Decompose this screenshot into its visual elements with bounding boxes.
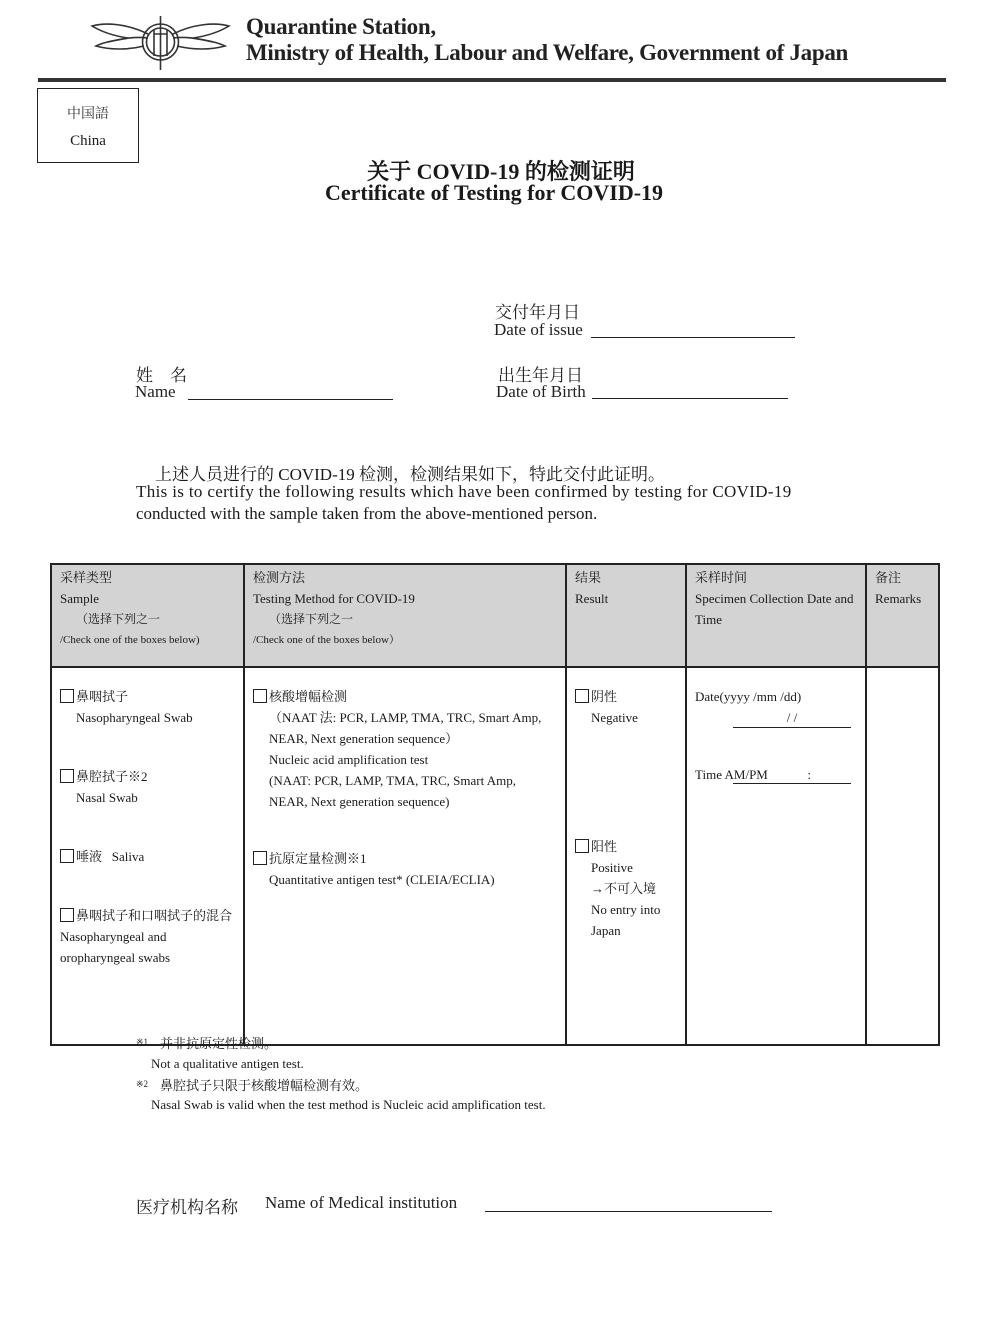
date-of-birth-field[interactable] [592,398,788,399]
method-option-naat[interactable]: 核酸增幅检测 （NAAT 法: PCR, LAMP, TMA, TRC, Smart Amp, NEAR, Next generation sequence） Nucleic acid amplification test (NAAT: PCR, LAMP, TMA, TRC, Smart Amp, NEAR, Next generation sequence) [253,686,557,812]
institution-field[interactable] [485,1211,772,1212]
sample-options-cell [51,667,244,1045]
language-en: China [70,133,106,149]
collection-date-label: Date(yyyy /mm /dd) [695,689,802,704]
statement-en-line2: conducted with the sample taken from the above-mentioned person. [136,504,598,523]
name-field[interactable] [188,399,393,400]
test-results-table [50,563,940,1046]
sample-option-mixed-swabs[interactable]: 鼻咽拭子和口咽拭子的混合 Nasopharyngeal and oropharyngeal swabs [60,908,233,965]
checkbox[interactable] [253,689,267,703]
result-option-positive[interactable]: 阳性 Positive →不可入境 No entry into Japan [575,836,677,941]
header-line-2: Ministry of Health, Labour and Welfare, Government of Japan [246,40,849,65]
sample-option-nasal[interactable]: 鼻腔拭子※2 Nasal Swab [60,766,235,808]
header-method: 检测方法 Testing Method for COVID-19 （选择下列之一 /Check one of the boxes below） [244,564,566,667]
collection-time-label: Time AM/PM [695,767,768,782]
header-sample: 采样类型 Sample （选择下列之一 /Check one of the boxes below) [51,564,244,667]
date-of-issue-field[interactable] [591,337,795,338]
footnote-1-en: Not a qualitative antigen test. [151,1056,304,1071]
statement-en-line1: This is to certify the following results which have been confirmed by testing for COVID-19 [136,482,792,501]
institution-label-zh: 医疗机构名称 [136,1198,238,1217]
header-collection: 采样时间 Specimen Collection Date and Time [686,564,866,667]
remark-cell[interactable] [866,667,939,1045]
header-remark: 备注 Remarks [866,564,939,667]
result-options-cell [566,667,686,1045]
checkbox[interactable] [60,908,74,922]
collection-time-field[interactable]: : [733,764,851,784]
date-of-birth-label-zh: 出生年月日 [498,366,583,385]
language-box [37,88,139,163]
collection-date-field[interactable]: / / [733,707,851,728]
footnote-1-zh: $^{※1}$ 并非抗原定性检测。 [136,1036,278,1051]
header-result: 结果 Result [566,564,686,667]
institution-label-en: Name of Medical institution [265,1193,458,1212]
checkbox[interactable] [253,851,267,865]
name-label-en: Name [135,382,176,401]
table-header-row [51,564,939,667]
checkbox[interactable] [60,849,74,863]
sample-option-nasopharyngeal[interactable]: 鼻咽拭子 Nasopharyngeal Swab [60,686,235,728]
footnote-2-en: Nasal Swab is valid when the test method is Nucleic acid amplification test. [151,1097,546,1112]
checkbox[interactable] [575,839,589,853]
title-en: Certificate of Testing for COVID-19 [324,180,664,205]
date-of-issue-label-en: Date of issue [494,320,583,339]
name-label-zh: 姓 名 [136,366,187,385]
collection-cell [686,667,866,1045]
date-of-birth-label-en: Date of Birth [496,382,586,401]
header-rule [38,78,946,82]
date-of-issue-label-zh: 交付年月日 [495,303,580,322]
quarantine-emblem-logo [88,12,233,74]
checkbox[interactable] [60,769,74,783]
sample-option-saliva[interactable]: 唾液 Saliva [60,846,235,867]
language-zh: 中国語 [67,107,109,122]
statement-zh: 上述人员进行的 COVID-19 检测，检测结果如下，特此交付此证明。 [155,465,665,484]
footnote-2-zh: $^{※2}$ 鼻腔拭子只限于核酸增幅检测有效。 [136,1078,369,1093]
table-body-row [51,667,939,1045]
result-option-negative[interactable]: 阴性 Negative [575,686,677,728]
checkbox[interactable] [575,689,589,703]
method-option-antigen[interactable]: 抗原定量检测※1 Quantitative antigen test* (CLEIA/ECLIA) [253,848,557,890]
method-options-cell [244,667,566,1045]
header-line-1: Quarantine Station, [246,14,436,39]
collection-time-row [695,764,857,785]
title-zh: 关于 COVID-19 的检测证明 [367,159,635,184]
checkbox[interactable] [60,689,74,703]
